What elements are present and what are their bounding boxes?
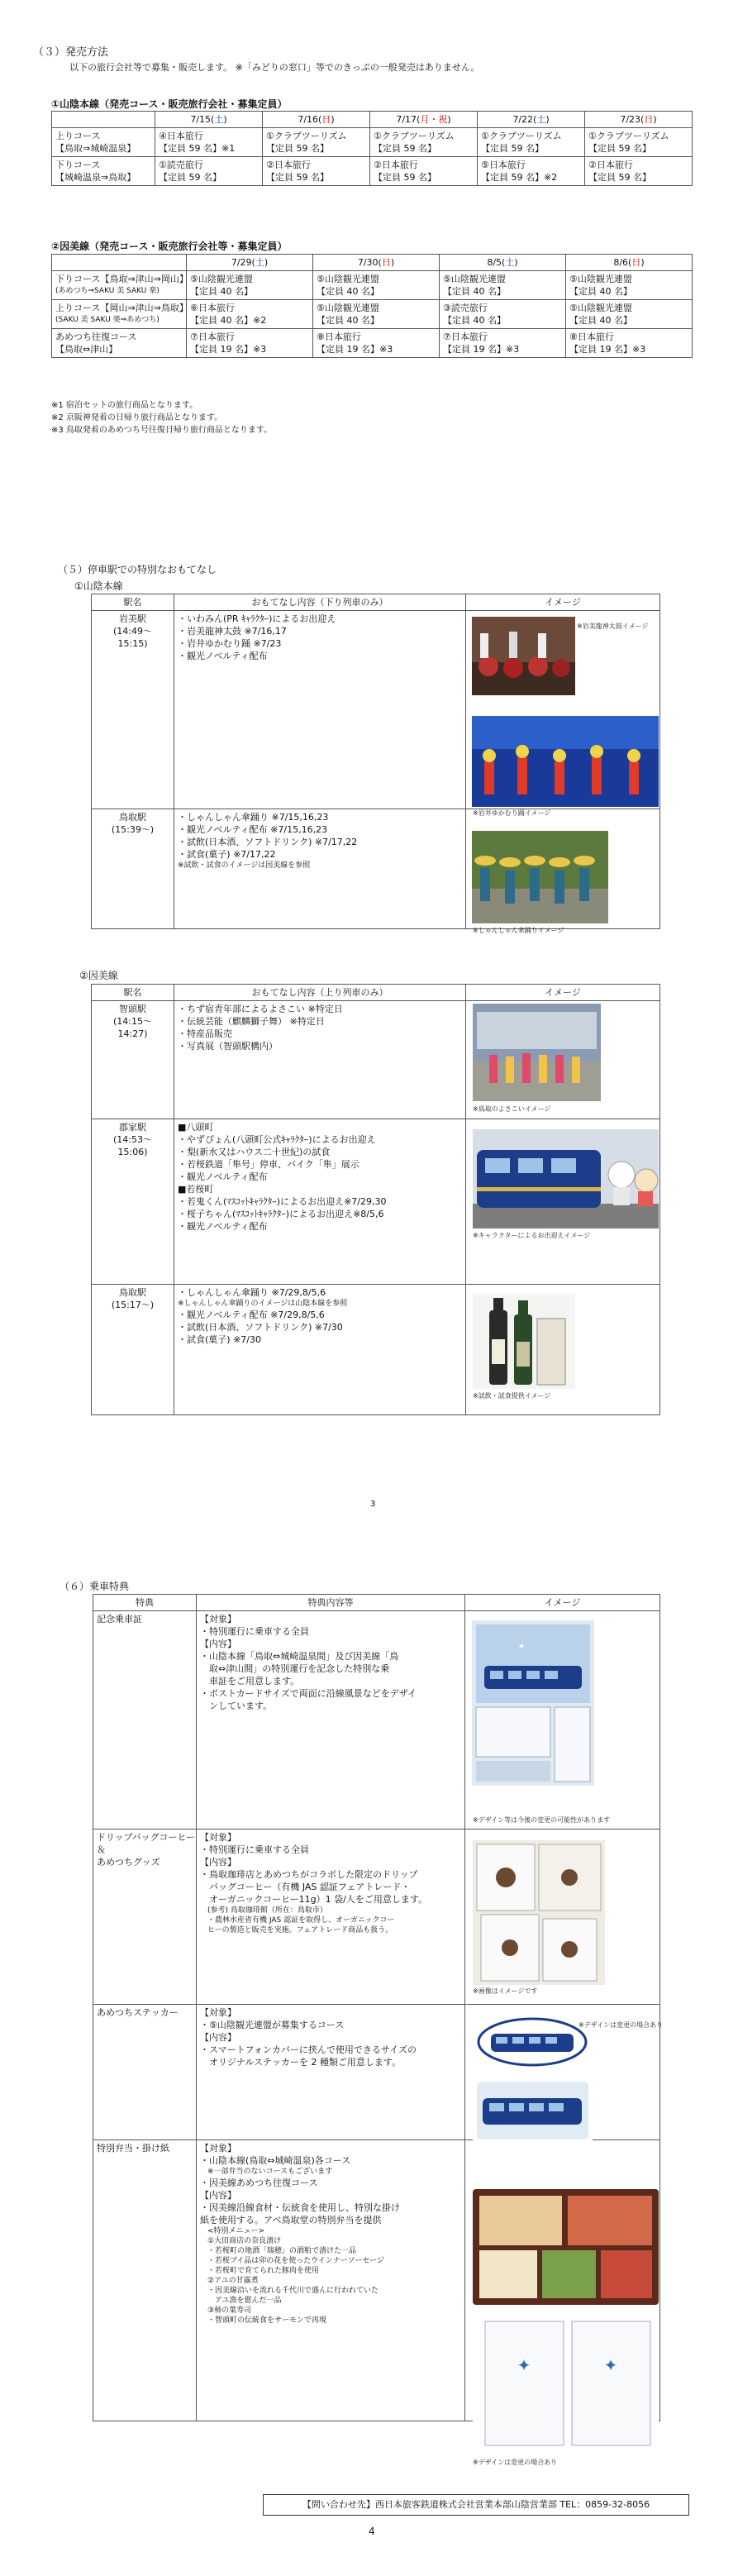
inbi-day-header xyxy=(187,255,313,271)
svg-text:✦: ✦ xyxy=(517,1641,526,1652)
list-item: ・試食(菓子) ※7/17,22 xyxy=(178,849,276,860)
col-content: おもてなし内容（下り列車のみ） xyxy=(174,594,466,611)
content-line: ・山陰本線「鳥取⇔城崎温泉間」及び因美線「鳥 xyxy=(200,1651,399,1662)
capacity: 【定員 40 名】 xyxy=(317,315,379,326)
content-line: ヒーの製造と販売を実施。フェアトレード商品も扱う。 xyxy=(200,1926,393,1934)
content-line: オリジナルステッカーを 2 種類ご用意します。 xyxy=(200,2057,402,2068)
list-item: ・試飲(日本酒、ソフトドリンク) ※7/30 xyxy=(178,1322,343,1333)
tokuten-name: ＆ xyxy=(97,1844,106,1855)
section3-intro: 以下の旅行会社等で募集・販売します。 ※「みどりの窓口」等でのきっぷの一般発売はありません。 xyxy=(69,62,480,73)
capacity: 【定員 40 名】 xyxy=(443,286,506,297)
content-line: ・智頭町の伝統食をサーモンで再現 xyxy=(200,2316,327,2325)
day-date: 7/29( xyxy=(231,257,255,268)
station-time: (15:17〜) xyxy=(111,1300,155,1310)
agency-name: ②日本旅行 xyxy=(374,160,418,170)
content-cell xyxy=(174,1119,466,1285)
content-line: ・農林水産省有機 JAS 認証を取得し、オーガニックコー xyxy=(200,1916,395,1925)
capacity: 【定員 59 名】※2 xyxy=(481,172,558,183)
sanin-sales-table xyxy=(51,111,693,186)
station-time: (14:49〜 xyxy=(113,626,152,637)
paren: ) xyxy=(653,114,657,125)
tokuten-name-cell xyxy=(93,2140,197,2421)
umbrella-dance-photo xyxy=(472,831,608,923)
yosakoi-photo xyxy=(473,1004,601,1101)
weekday: 日 xyxy=(631,257,641,268)
agency-cell xyxy=(440,300,566,329)
section6-heading: （６）乗車特典 xyxy=(60,1581,130,1592)
list-item: ・岩井ゆかむり踊 ※7/23 xyxy=(178,638,282,649)
agency-cell xyxy=(313,329,440,358)
agency-cell xyxy=(566,271,693,300)
s5-inbi-title: ②因美線 xyxy=(79,970,118,981)
yukamuri-dance-photo xyxy=(472,716,659,807)
course-route: 【鳥取⇒城崎温泉】 xyxy=(55,143,136,154)
content-line: 【対象】 xyxy=(200,1614,236,1624)
image-caption: ※デザイン等は今後の変更の可能性があります xyxy=(473,1816,611,1824)
col-image: イメージ xyxy=(465,1595,660,1611)
course-route: 【城崎温泉⇒鳥取】 xyxy=(55,172,136,183)
day-date: 7/17( xyxy=(396,114,421,125)
inbi-omotenashi-header xyxy=(92,985,660,1001)
station-name: 鳥取駅 xyxy=(119,1287,146,1298)
capacity: 【定員 59 名】 xyxy=(374,143,436,154)
train-characters-photo xyxy=(473,1129,659,1228)
note-3: ※3 鳥取発着のあめつち号往復日帰り旅行商品となります。 xyxy=(51,426,273,435)
agency-name: ⑧日本旅行 xyxy=(317,332,361,342)
paren: ) xyxy=(223,114,227,125)
table-row xyxy=(52,157,693,186)
sticker-image xyxy=(473,2015,593,2144)
list-item: ・観光ノベルティ配布 ※7/29,8/5,6 xyxy=(178,1309,325,1320)
course-cell xyxy=(52,157,155,186)
capacity: 【定員 40 名】※2 xyxy=(190,315,267,326)
tokuten-name-cell xyxy=(93,1829,197,2005)
day-date: 7/23( xyxy=(620,114,645,125)
tokuten-name-cell xyxy=(93,1611,197,1829)
content-line: ※一部弁当のないコースもございます xyxy=(200,2168,333,2176)
content-line: ①大田商店の奈良漬け xyxy=(200,2237,282,2245)
list-item: ・若鬼くん(ﾏｽｺｯﾄｷｬﾗｸﾀｰ)によるお出迎え※7/29,30 xyxy=(178,1196,387,1207)
course-cell xyxy=(52,128,155,157)
list-item: ・若桜鉄道「隼号」停車、バイク「隼」展示 xyxy=(178,1159,359,1170)
course-cell xyxy=(52,271,187,300)
list-item: ・しゃんしゃん傘踊り ※7/29,8/5,6 xyxy=(178,1287,326,1298)
content-cell xyxy=(197,2140,465,2421)
capacity: 【定員 19 名】※3 xyxy=(443,344,520,355)
inbi-day-header xyxy=(566,255,693,271)
tokuten-name: ドリップバッグコーヒー xyxy=(97,1832,196,1843)
capacity: 【定員 40 名】 xyxy=(569,286,632,297)
list-item: ・岩美龍神太鼓 ※7/16,17 xyxy=(178,626,287,637)
agency-cell xyxy=(478,157,585,186)
content-line: ンしています。 xyxy=(200,1701,273,1711)
tokuten-name: あめつちグッズ xyxy=(97,1857,160,1868)
station-time: 15:06) xyxy=(117,1147,148,1157)
capacity: 【定員 40 名】 xyxy=(443,315,506,326)
day-date: 7/16( xyxy=(298,114,322,125)
agency-name: ①クラブツーリズム xyxy=(374,131,455,141)
capacity: 【定員 40 名】 xyxy=(569,315,632,326)
list-item: ■若桜町 xyxy=(178,1184,214,1195)
small-note: ※試飲・試食のイメージは因美線を参照 xyxy=(178,861,311,870)
agency-cell xyxy=(263,157,370,186)
capacity: 【定員 59 名】 xyxy=(588,143,651,154)
agency-cell xyxy=(187,271,313,300)
content-line: ②アユの甘露煮 xyxy=(200,2277,259,2285)
section3-heading: （３）発売方法 xyxy=(33,46,109,59)
inbi-sales-table xyxy=(51,254,693,358)
sanin-day-header xyxy=(585,112,693,128)
sanin-day-header xyxy=(263,112,370,128)
sanin-day-header xyxy=(478,112,585,128)
station-cell xyxy=(92,809,174,929)
course-cell xyxy=(52,329,187,358)
blank-header xyxy=(52,255,187,271)
agency-name: ①クラブツーリズム xyxy=(266,131,347,141)
weekday: 土 xyxy=(214,114,224,125)
day-date: 8/5( xyxy=(487,257,506,268)
sanin-omotenashi-header xyxy=(92,594,660,611)
list-item: ・観光ノベルティ配布 ※7/15,16,23 xyxy=(178,824,328,835)
capacity: 【定員 59 名】 xyxy=(374,172,436,183)
agency-cell xyxy=(440,329,566,358)
page-number: 4 xyxy=(369,2526,375,2537)
agency-name: ③読売旅行 xyxy=(443,303,488,313)
list-item: ・特産品販売 xyxy=(178,1028,232,1039)
agency-cell xyxy=(155,128,263,157)
taiko-drum-photo xyxy=(472,617,575,695)
station-time: 14:27) xyxy=(117,1028,148,1039)
content-cell xyxy=(174,611,466,809)
table-row xyxy=(52,329,693,358)
day-date: 7/15( xyxy=(190,114,215,125)
capacity: 【定員 59 名】 xyxy=(588,172,651,183)
paren: ) xyxy=(264,257,269,268)
content-cell xyxy=(174,1285,466,1415)
paren: ) xyxy=(514,257,518,268)
image-caption: ※デザインは変更の場合あり xyxy=(473,2459,558,2466)
agency-name: ⑤山陰観光連盟 xyxy=(317,274,379,284)
course-name: 上りコース xyxy=(55,131,101,141)
agency-cell xyxy=(566,300,693,329)
course-name: 下りコース xyxy=(55,160,101,170)
agency-name: ①読売旅行 xyxy=(159,160,203,170)
agency-name: ②日本旅行 xyxy=(266,160,311,170)
capacity: 【定員 59 名】 xyxy=(159,172,221,183)
content-line: 紙を使用する。アベ鳥取堂の特別弁当を提供 xyxy=(200,2215,382,2225)
content-line: 【内容】 xyxy=(200,1857,236,1868)
content-line: ・スマートフォンカバーに挟んで使用できるサイズの xyxy=(200,2044,417,2055)
contact-footer: 【問い合わせ先】西日本旅客鉄道株式会社営業本部山陰営業部 TEL：0859-32-8056 xyxy=(263,2494,689,2516)
inbi-sales-title: ②因美線（発売コース・販売旅行会社等・募集定員） xyxy=(51,241,288,252)
agency-name: ⑤山陰観光連盟 xyxy=(443,274,506,284)
s5-sanin-title: ①山陰本線 xyxy=(74,580,123,592)
station-name: 智頭駅 xyxy=(119,1004,146,1014)
station-cell xyxy=(92,1285,174,1415)
content-line: 【内容】 xyxy=(200,2032,236,2043)
content-line: ・因美線あめつち往復コース xyxy=(200,2178,318,2188)
list-item: ・しゃんしゃん傘踊り ※7/15,16,23 xyxy=(178,812,329,823)
commemorative-card-image xyxy=(472,1620,594,1786)
blank-header xyxy=(52,112,155,128)
sanin-sales-title: ①山陰本線（発売コース・販売旅行会社・募集定員） xyxy=(51,98,288,110)
inbi-header-row xyxy=(52,255,693,271)
content-line: アユ漁を偲んだ一品 xyxy=(200,2297,282,2305)
agency-cell xyxy=(585,157,693,186)
course-route: (SAKU 美 SAKU 楽⇒あめつち) xyxy=(55,316,160,324)
agency-cell xyxy=(585,128,693,157)
tokuten-name-cell xyxy=(93,2005,197,2140)
agency-name: ⑥日本旅行 xyxy=(190,303,235,313)
list-item: ・桜子ちゃん(ﾏｽｺｯﾄｷｬﾗｸﾀｰ)によるお出迎え※8/5,6 xyxy=(178,1209,384,1219)
list-item: ・やずぴょん(八頭町公式ｷｬﾗｸﾀｰ)によるお出迎え xyxy=(178,1134,376,1145)
day-date: 7/22( xyxy=(512,114,537,125)
tokuten-name: 記念乗車証 xyxy=(97,1614,142,1624)
station-cell xyxy=(92,611,174,809)
col-image: イメージ xyxy=(466,985,660,1001)
agency-cell xyxy=(478,128,585,157)
capacity: 【定員 59 名】 xyxy=(266,172,329,183)
agency-cell xyxy=(313,271,440,300)
agency-cell xyxy=(313,300,440,329)
paren: ) xyxy=(640,257,645,268)
station-name: 岩美駅 xyxy=(119,613,146,624)
weekday: 日 xyxy=(644,114,654,125)
capacity: 【定員 59 名】※1 xyxy=(159,143,236,154)
table-row xyxy=(52,300,693,329)
agency-name: ①クラブツーリズム xyxy=(481,131,562,141)
agency-name: ①クラブツーリズム xyxy=(588,131,669,141)
content-line: 【対象】 xyxy=(200,2007,236,2018)
content-line: ・⑤山陰観光連盟が募集するコース xyxy=(200,2020,345,2030)
course-name: 下りコース【鳥取⇒津山⇒岡山】 xyxy=(55,274,188,284)
small-note: ※しゃんしゃん傘踊りのイメージは山陰本線を参照 xyxy=(178,1300,348,1308)
weekday: 土 xyxy=(255,257,264,268)
col-station: 駅名 xyxy=(92,594,174,611)
course-cell xyxy=(52,300,187,329)
list-item: ・試飲(日本酒、ソフトドリンク) ※7/17,22 xyxy=(178,837,358,847)
agency-name: ⑦日本旅行 xyxy=(190,332,235,342)
content-line: ・特別運行に乗車する全員 xyxy=(200,1844,309,1855)
station-time: 15:15) xyxy=(117,638,148,649)
weekday: 月・祝 xyxy=(420,114,448,125)
content-cell xyxy=(197,1611,465,1829)
agency-name: ⑤山陰観光連盟 xyxy=(317,303,379,313)
course-name: あめつち往復コース xyxy=(55,332,137,342)
weekday: 土 xyxy=(505,257,515,268)
sanin-day-header xyxy=(155,112,263,128)
list-item: ・観光ノベルティ配布 xyxy=(178,1171,268,1182)
course-route: (あめつち⇒SAKU 美 SAKU 楽) xyxy=(55,287,160,295)
tokuten-name: あめつちステッカー xyxy=(97,2007,179,2018)
day-date: 7/30( xyxy=(357,257,382,268)
agency-cell xyxy=(187,329,313,358)
svg-text:✦: ✦ xyxy=(517,2355,531,2375)
content-line: (参考) 鳥取珈琲館（所在：鳥取市） xyxy=(200,1906,327,1915)
col-content: 特典内容等 xyxy=(197,1595,465,1611)
content-line: ・ポストカードサイズで両面に沿線風景などをデザイ xyxy=(200,1688,417,1699)
image-caption: ※キャラクターによるお出迎えイメージ xyxy=(473,1232,591,1239)
sanin-day-header xyxy=(370,112,478,128)
image-caption: ※岩美龍神太鼓イメージ xyxy=(577,623,649,630)
tokuten-name: 特別弁当・掛け紙 xyxy=(97,2143,169,2154)
content-line: 車証をご用意します。 xyxy=(200,1676,300,1686)
agency-cell xyxy=(187,300,313,329)
image-caption: ※岩井ゆかむり踊イメージ xyxy=(473,809,551,817)
image-caption: ※鳥取のよさこいイメージ xyxy=(473,1105,551,1113)
list-item: ・伝統芸能（麒麟獅子舞） ※特定日 xyxy=(178,1016,325,1027)
capacity: 【定員 40 名】 xyxy=(317,286,379,297)
content-line: 【対象】 xyxy=(200,2143,236,2154)
list-item: ・試食(菓子) ※7/30 xyxy=(178,1334,261,1345)
capacity: 【定員 40 名】 xyxy=(190,286,253,297)
station-time: (15:39〜) xyxy=(111,824,155,835)
agency-name: ⑧日本旅行 xyxy=(569,332,614,342)
station-time: (14:53〜 xyxy=(113,1134,152,1145)
agency-name: ⑤山陰観光連盟 xyxy=(569,274,632,284)
agency-cell xyxy=(566,329,693,358)
capacity: 【定員 19 名】※3 xyxy=(317,344,393,355)
image-caption: ※デザインは変更の場合あり xyxy=(578,2021,664,2029)
agency-cell xyxy=(370,128,478,157)
section5-heading: （５）停車駅での特別なおもてなし xyxy=(58,564,217,575)
content-cell xyxy=(197,1829,465,2005)
sake-bottles-photo xyxy=(473,1294,575,1389)
image-caption: ※試飲・試食提供イメージ xyxy=(473,1392,551,1400)
station-cell xyxy=(92,1001,174,1119)
course-route: 【鳥取⇔津山】 xyxy=(55,344,118,355)
table-row xyxy=(52,271,693,300)
list-item: ・ちず宿青年部によるよさこい ※特定日 xyxy=(178,1004,343,1014)
col-station: 駅名 xyxy=(92,985,174,1001)
agency-name: ⑤日本旅行 xyxy=(481,160,526,170)
paren: ) xyxy=(390,257,395,268)
list-item: ■八頭町 xyxy=(178,1122,214,1133)
content-line: ・若桜ブイ品は卯の花を使ったウインナーソーセージ xyxy=(200,2257,384,2265)
agency-cell xyxy=(155,157,263,186)
note-2: ※2 京阪神発着の日帰り旅行商品となります。 xyxy=(51,413,223,422)
coffee-goods-image xyxy=(473,1840,605,1985)
agency-name: ⑦日本旅行 xyxy=(443,332,488,342)
capacity: 【定員 19 名】※3 xyxy=(569,344,646,355)
content-line: 【内容】 xyxy=(200,2190,236,2201)
inbi-day-header xyxy=(440,255,566,271)
inbi-day-header xyxy=(313,255,440,271)
station-name: 郡家駅 xyxy=(119,1122,146,1133)
image-caption: ※しゃんしゃん傘踊りイメージ xyxy=(473,927,564,934)
day-date: 8/6( xyxy=(613,257,632,268)
content-line: ・若桜町で育てられた豚肉を使用 xyxy=(200,2267,320,2275)
agency-cell xyxy=(263,128,370,157)
content-line: <特別メニュー> xyxy=(200,2227,265,2235)
weekday: 土 xyxy=(536,114,546,125)
content-cell xyxy=(197,2005,465,2140)
content-line: バッグコーヒー（有機 JAS 認証フェアトレード・ xyxy=(200,1882,411,1892)
paren: ) xyxy=(545,114,550,125)
note-1: ※1 宿泊セットの旅行商品となります。 xyxy=(51,401,198,410)
list-item: ・写真展（智頭駅構内） xyxy=(178,1041,278,1052)
agency-name: ②日本旅行 xyxy=(588,160,633,170)
station-time: (14:15〜 xyxy=(113,1016,152,1027)
content-line: ・因美線沿線食材・伝統食を使用し、特別な掛け xyxy=(200,2202,400,2213)
col-image: イメージ xyxy=(466,594,660,611)
content-cell xyxy=(174,1001,466,1119)
list-item: ・観光ノベルティ配布 xyxy=(178,651,268,661)
content-line: オーガニックコーヒー11g）1 袋/人をご用意します。 xyxy=(200,1894,427,1905)
col-tokuten: 特典 xyxy=(93,1595,197,1611)
agency-cell xyxy=(440,271,566,300)
paren: ) xyxy=(331,114,335,125)
capacity: 【定員 59 名】 xyxy=(266,143,329,154)
weekday: 日 xyxy=(381,257,391,268)
paren: ) xyxy=(447,114,451,125)
sanin-header-row xyxy=(52,112,693,128)
weekday: 日 xyxy=(321,114,331,125)
course-name: 上りコース【岡山⇒津山⇒鳥取】 xyxy=(55,303,188,313)
content-line: 取⇔津山間」の特別運行を記念した特別な乗 xyxy=(200,1663,390,1674)
agency-cell xyxy=(370,157,478,186)
page-mark: 3 xyxy=(370,1500,376,1509)
content-line: ・山陰本線(鳥取⇔城崎温泉)各コース xyxy=(200,2155,351,2166)
bento-image xyxy=(473,2189,659,2454)
list-item: ・いわみん(PR ｷｬﾗｸﾀｰ)によるお出迎え xyxy=(178,613,336,624)
col-content: おもてなし内容（上り列車のみ） xyxy=(174,985,466,1001)
agency-name: ⑤山陰観光連盟 xyxy=(569,303,632,313)
content-line: 【対象】 xyxy=(200,1832,236,1843)
agency-name: ④日本旅行 xyxy=(159,131,203,141)
content-line: ・若桜町の地酒「瑞穂」の酒粕で漬けた一品 xyxy=(200,2247,357,2255)
agency-name: ⑤山陰観光連盟 xyxy=(190,274,253,284)
content-cell xyxy=(174,809,466,929)
content-line: ③柿の葉寿司 xyxy=(200,2306,252,2315)
list-item: ・梨(新水又はハウス二十世紀)の試食 xyxy=(178,1147,331,1157)
station-cell xyxy=(92,1119,174,1285)
station-name: 鳥取駅 xyxy=(119,812,146,823)
capacity: 【定員 19 名】※3 xyxy=(190,344,267,355)
table-row xyxy=(52,128,693,157)
content-line: ・因美線沿いを流れる千代川で盛んに行われていた xyxy=(200,2287,379,2295)
content-line: 【内容】 xyxy=(200,1639,236,1649)
tokuten-header xyxy=(93,1595,660,1611)
image-caption: ※画像はイメージです xyxy=(473,1987,538,1995)
svg-text:✦: ✦ xyxy=(603,2355,618,2375)
list-item: ・観光ノベルティ配布 xyxy=(178,1221,268,1232)
capacity: 【定員 59 名】 xyxy=(481,143,544,154)
content-line: ・鳥取珈琲店とあめつちがコラボした限定のドリップ xyxy=(200,1869,418,1880)
content-line: ・特別運行に乗車する全員 xyxy=(200,1626,309,1637)
